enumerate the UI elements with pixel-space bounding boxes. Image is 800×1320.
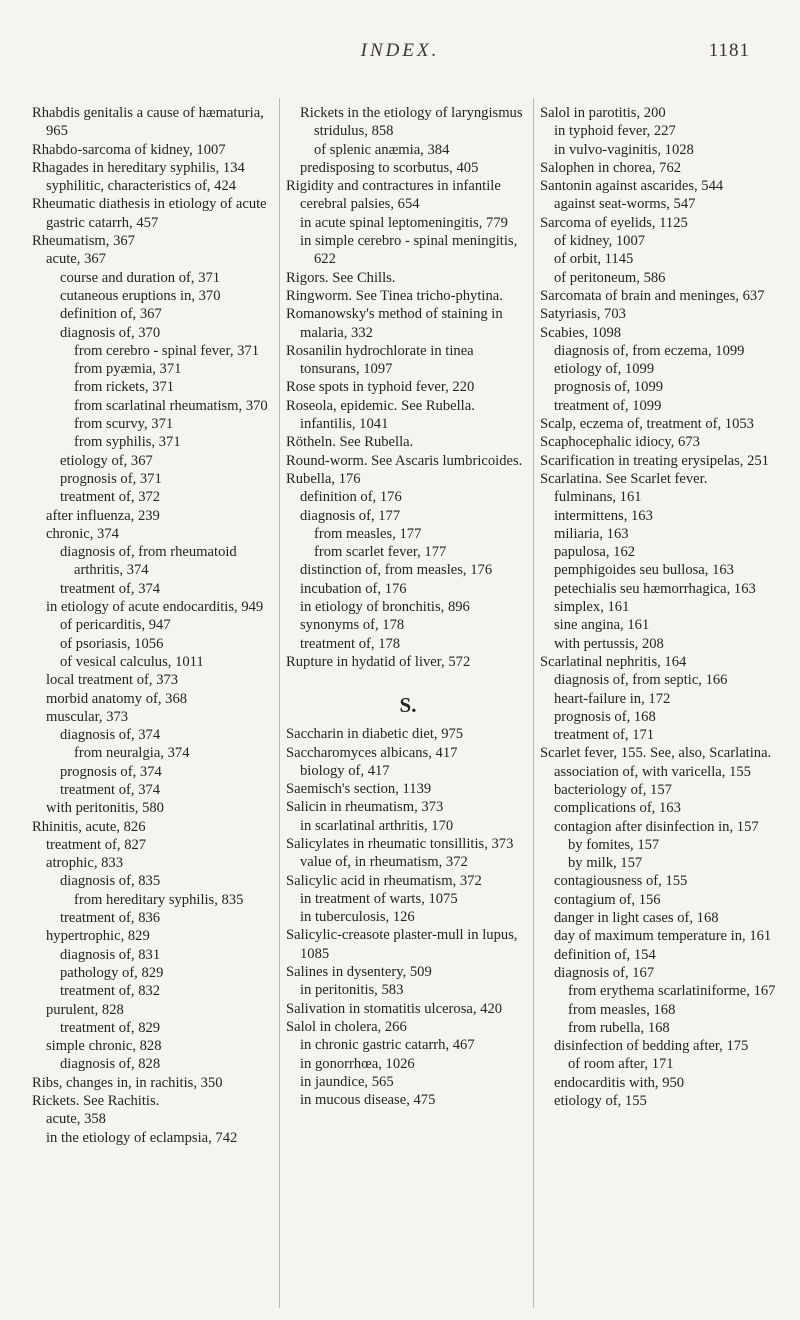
index-entry: of splenic anæmia, 384 xyxy=(314,141,450,158)
index-entry: incubation of, 176 xyxy=(300,580,407,597)
index-entry: Rickets. See Rachitis. xyxy=(32,1093,160,1110)
index-entry: from neuralgia, 374 xyxy=(74,745,190,762)
index-entry: Roseola, epidemic. See Rubella. xyxy=(286,397,475,414)
index-entry: Scalp, eczema of, treatment of, 1053 xyxy=(540,416,754,433)
index-entry: Salicylates in rheumatic tonsillitis, 373 xyxy=(286,835,514,852)
index-entry: infantilis, 1041 xyxy=(300,416,389,433)
index-entry: acute, 367 xyxy=(46,251,106,268)
index-entry: sine angina, 161 xyxy=(554,617,650,634)
index-entry: day of maximum temperature in, 161 xyxy=(554,928,772,945)
index-entry: from scarlatinal rheumatism, 370 xyxy=(74,397,268,414)
index-entry: treatment of, 374 xyxy=(60,781,161,798)
index-entry: prognosis of, 374 xyxy=(60,763,162,780)
index-entry: muscular, 373 xyxy=(46,708,129,725)
index-entry: diagnosis of, from rheumatoid arthritis, 374 xyxy=(60,544,237,579)
index-entry: with pertussis, 208 xyxy=(554,635,664,652)
index-entry: Scaphocephalic idiocy, 673 xyxy=(540,434,700,451)
index-entry: Rötheln. See Rubella. xyxy=(286,434,414,451)
index-entry: pathology of, 829 xyxy=(60,964,164,981)
index-entry: treatment of, 372 xyxy=(60,489,161,506)
index-entry: contagion after disinfection in, 157 xyxy=(554,818,759,835)
index-entry: petechialis seu hæmorrhagica, 163 xyxy=(554,580,756,597)
index-entry: local treatment of, 373 xyxy=(46,672,179,689)
index-entry: in the etiology of eclampsia, 742 xyxy=(46,1129,238,1146)
index-entry: Scarlatinal nephritis, 164 xyxy=(540,653,687,670)
index-entry: Rickets in the etiology of laryngismus stridulus, 858 xyxy=(300,105,523,140)
index-entry: Saemisch's section, 1139 xyxy=(286,781,432,798)
index-entry: prognosis of, 371 xyxy=(60,470,162,487)
index-column-3 xyxy=(540,104,778,1294)
index-entry: treatment of, 836 xyxy=(60,910,161,927)
running-title: INDEX. xyxy=(360,40,440,61)
index-entry: of pericarditis, 947 xyxy=(60,617,171,634)
index-entry: course and duration of, 371 xyxy=(60,269,221,286)
index-entry: in acute spinal leptomeningitis, 779 xyxy=(300,214,508,231)
index-entry: Rhabdo-sarcoma of kidney, 1007 xyxy=(32,141,226,158)
index-entry: hypertrophic, 829 xyxy=(46,928,150,945)
index-entry: diagnosis of, 374 xyxy=(60,727,161,744)
index-entry: Scarification in treating erysipelas, 251 xyxy=(540,452,769,469)
index-entry: in chronic gastric catarrh, 467 xyxy=(300,1037,475,1054)
index-entry: biology of, 417 xyxy=(300,762,390,779)
index-entry: diagnosis of, 370 xyxy=(60,324,161,341)
index-entry: Scarlatina. See Scarlet fever. xyxy=(540,470,708,487)
running-head xyxy=(0,40,800,70)
index-entry: Rhagades in hereditary syphilis, 134 xyxy=(32,159,245,176)
index-entry: Scabies, 1098 xyxy=(540,324,622,341)
index-entry: Rubella, 176 xyxy=(286,470,361,487)
index-column-1 xyxy=(32,104,275,1294)
index-entry: purulent, 828 xyxy=(46,1001,124,1018)
index-entry: Salol in cholera, 266 xyxy=(286,1018,407,1035)
index-entry: Santonin against ascarides, 544 xyxy=(540,178,724,195)
index-entry: against seat-worms, 547 xyxy=(554,196,696,213)
index-entry: treatment of, 829 xyxy=(60,1019,161,1036)
index-entry: from rickets, 371 xyxy=(74,379,175,396)
index-entry: simple chronic, 828 xyxy=(46,1038,162,1055)
index-entry: by milk, 157 xyxy=(568,855,643,872)
index-entry: treatment of, 178 xyxy=(300,635,401,652)
index-entry: atrophic, 833 xyxy=(46,855,124,872)
index-entry: treatment of, 374 xyxy=(60,580,161,597)
index-entry: predisposing to scorbutus, 405 xyxy=(300,159,479,176)
index-entry: after influenza, 239 xyxy=(46,507,160,524)
index-entry: Scarlet fever, 155. See, also, Scarlatina. xyxy=(540,745,772,762)
index-entry: Romanowsky's method of staining in malaria, 332 xyxy=(286,306,503,341)
index-entry: from erythema scarlatiniforme, 167 xyxy=(568,983,776,1000)
index-entry: by fomites, 157 xyxy=(568,836,660,853)
index-entry: Rose spots in typhoid fever, 220 xyxy=(286,379,475,396)
index-entry: syphilitic, characteristics of, 424 xyxy=(46,178,237,195)
index-entry: from scarlet fever, 177 xyxy=(314,544,447,561)
index-entry: in simple cerebro - spinal meningitis, 622 xyxy=(300,233,518,268)
index-entry: diagnosis of, from septic, 166 xyxy=(554,672,728,689)
index-entry: from hereditary syphilis, 835 xyxy=(74,891,244,908)
index-entry: Sarcoma of eyelids, 1125 xyxy=(540,214,688,231)
index-entry: Rhabdis genitalis a cause of hæmaturia, 965 xyxy=(32,105,264,140)
page-number: 1181 xyxy=(708,40,750,61)
index-entry: intermittens, 163 xyxy=(554,507,653,524)
index-column-2 xyxy=(286,104,530,1294)
index-entry: complications of, 163 xyxy=(554,800,681,817)
index-entry: diagnosis of, from eczema, 1099 xyxy=(554,342,745,359)
index-entry: Salines in dysentery, 509 xyxy=(286,964,432,981)
index-entry: of orbit, 1145 xyxy=(554,251,634,268)
index-entry: Salivation in stomatitis ulcerosa, 420 xyxy=(286,1000,503,1017)
index-entry: morbid anatomy of, 368 xyxy=(46,690,188,707)
index-entry: Rigidity and contractures in infantile cerebral palsies, 654 xyxy=(286,178,501,213)
index-entry: from measles, 168 xyxy=(568,1001,676,1018)
index-entry: heart-failure in, 172 xyxy=(554,690,671,707)
index-entry: danger in light cases of, 168 xyxy=(554,910,719,927)
index-entry: etiology of, 155 xyxy=(554,1093,647,1110)
index-entry: in tuberculosis, 126 xyxy=(300,909,415,926)
index-entry: in vulvo-vaginitis, 1028 xyxy=(554,141,694,158)
index-entry: Salicylic-creasote plaster-mull in lupus, 1085 xyxy=(286,927,518,962)
index-entry: treatment of, 832 xyxy=(60,983,161,1000)
index-entry: simplex, 161 xyxy=(554,599,630,616)
index-entry: from scurvy, 371 xyxy=(74,416,174,433)
index-entry: Rupture in hydatid of liver, 572 xyxy=(286,653,471,670)
index-entry: of vesical calculus, 1011 xyxy=(60,653,204,670)
index-entry: diagnosis of, 828 xyxy=(60,1056,161,1073)
index-entry: of psoriasis, 1056 xyxy=(60,635,164,652)
index-entry: endocarditis with, 950 xyxy=(554,1074,685,1091)
index-entry: in scarlatinal arthritis, 170 xyxy=(300,817,454,834)
index-entry: in jaundice, 565 xyxy=(300,1073,394,1090)
index-entry: Salicylic acid in rheumatism, 372 xyxy=(286,872,482,889)
index-entry: definition of, 154 xyxy=(554,946,656,963)
index-entry: treatment of, 171 xyxy=(554,727,655,744)
index-entry: distinction of, from measles, 176 xyxy=(300,562,493,579)
index-entry: from rubella, 168 xyxy=(568,1019,670,1036)
index-entry: Satyriasis, 703 xyxy=(540,306,626,323)
index-entry: of kidney, 1007 xyxy=(554,233,646,250)
index-entry: cutaneous eruptions in, 370 xyxy=(60,287,221,304)
index-entry: Ringworm. See Tinea tricho-phytina. xyxy=(286,287,503,304)
index-entry: in mucous disease, 475 xyxy=(300,1092,436,1109)
index-entry: in treatment of warts, 1075 xyxy=(300,890,458,907)
index-entry: prognosis of, 168 xyxy=(554,708,656,725)
index-entry: with peritonitis, 580 xyxy=(46,800,164,817)
index-entry: papulosa, 162 xyxy=(554,544,636,561)
section-letter: S. xyxy=(399,693,417,718)
index-entry: value of, in rheumatism, 372 xyxy=(300,854,468,871)
index-entry: acute, 358 xyxy=(46,1111,106,1128)
index-entry: miliaria, 163 xyxy=(554,525,629,542)
index-entry: etiology of, 1099 xyxy=(554,361,655,378)
index-entry: contagium of, 156 xyxy=(554,891,661,908)
index-entry: chronic, 374 xyxy=(46,525,119,542)
index-entry: from pyæmia, 371 xyxy=(74,361,182,378)
index-entry: contagiousness of, 155 xyxy=(554,873,688,890)
index-entry: Salophen in chorea, 762 xyxy=(540,159,682,176)
column-divider xyxy=(279,98,280,1308)
index-entry: of room after, 171 xyxy=(568,1056,674,1073)
index-entry: definition of, 367 xyxy=(60,306,162,323)
index-entry: Saccharomyces albicans, 417 xyxy=(286,744,458,761)
index-entry: Rigors. See Chills. xyxy=(286,269,396,286)
column-divider xyxy=(533,98,534,1308)
index-entry: pemphigoides seu bullosa, 163 xyxy=(554,562,734,579)
index-entry: Round-worm. See Ascaris lumbricoides. xyxy=(286,452,523,469)
index-entry: in typhoid fever, 227 xyxy=(554,123,676,140)
index-entry: bacteriology of, 157 xyxy=(554,781,672,798)
index-entry: in etiology of bronchitis, 896 xyxy=(300,599,470,616)
index-entry: from cerebro - spinal fever, 371 xyxy=(74,342,260,359)
index-entry: in gonorrhœa, 1026 xyxy=(300,1055,415,1072)
index-entry: Ribs, changes in, in rachitis, 350 xyxy=(32,1074,223,1091)
index-entry: Rhinitis, acute, 826 xyxy=(32,818,146,835)
index-entry: prognosis of, 1099 xyxy=(554,379,664,396)
index-entry: in etiology of acute endocarditis, 949 xyxy=(46,599,264,616)
index-entry: Saccharin in diabetic diet, 975 xyxy=(286,726,464,743)
index-entry: treatment of, 827 xyxy=(46,836,147,853)
index-entry: Rheumatism, 367 xyxy=(32,233,135,250)
index-entry: synonyms of, 178 xyxy=(300,617,405,634)
index-entry: treatment of, 1099 xyxy=(554,397,662,414)
index-entry: fulminans, 161 xyxy=(554,489,642,506)
index-entry: Sarcomata of brain and meninges, 637 xyxy=(540,287,765,304)
index-entry: etiology of, 367 xyxy=(60,452,153,469)
index-entry: Salicin in rheumatism, 373 xyxy=(286,799,444,816)
index-entry: diagnosis of, 831 xyxy=(60,946,161,963)
index-entry: diagnosis of, 177 xyxy=(300,507,401,524)
index-entry: disinfection of bedding after, 175 xyxy=(554,1038,749,1055)
index-entry: of peritoneum, 586 xyxy=(554,269,666,286)
index-entry: Salol in parotitis, 200 xyxy=(540,105,666,121)
index-entry: from syphilis, 371 xyxy=(74,434,181,451)
index-entry: from measles, 177 xyxy=(314,525,422,542)
index-entry: definition of, 176 xyxy=(300,489,402,506)
index-entry: Rosanilin hydrochlorate in tinea tonsurans, 1097 xyxy=(286,342,474,378)
index-entry: diagnosis of, 835 xyxy=(60,873,161,890)
index-entry: in peritonitis, 583 xyxy=(300,982,404,999)
index-entry: diagnosis of, 167 xyxy=(554,964,655,981)
index-entry: Rheumatic diathesis in etiology of acute gastric catarrh, 457 xyxy=(32,196,267,231)
index-entry: association of, with varicella, 155 xyxy=(554,763,751,780)
